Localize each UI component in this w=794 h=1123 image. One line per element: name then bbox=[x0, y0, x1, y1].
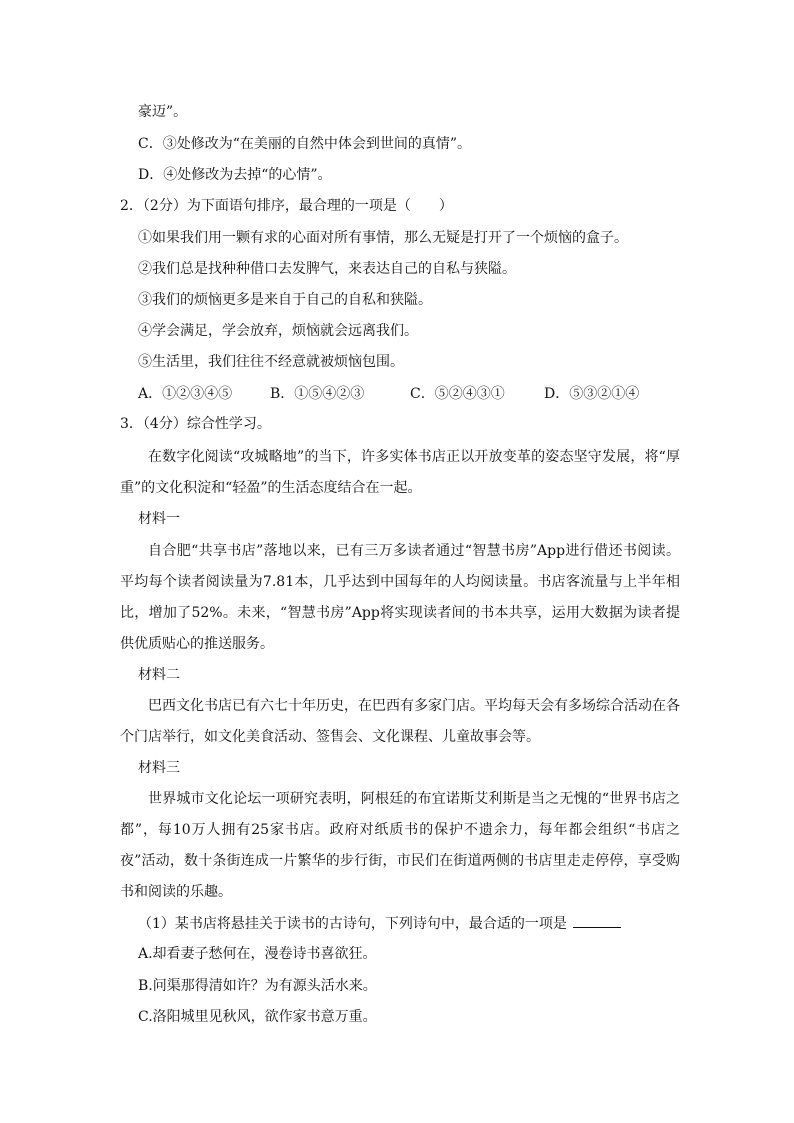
q2-option-a[interactable]: A．①②③④⑤ bbox=[138, 386, 233, 402]
q2-option-d[interactable]: D．⑤③②①④ bbox=[544, 386, 640, 402]
material-1-text: 自合肥“共享书店”落地以来，已有三万多读者通过“智慧书房”App进行借还书阅读。平均每个读者阅读量为7.81本，几乎达到中国每年的人均阅读量。书店客流量与上半年相比，增加了52%。未来，“智慧书房”App将实现读者间的书本共享，运用大数据为读者提供优质贴心的推送服务。 bbox=[120, 543, 680, 652]
q1-option-d: D．④处修改为去掉“的心情”。 bbox=[138, 167, 332, 183]
q3-sub1-stem-text: （1）某书店将悬挂关于读书的古诗句，下列诗句中，最合适的一项是 bbox=[138, 916, 567, 932]
q2-sentence-1: ①如果我们用一颗有求的心面对所有事情，那么无疑是打开了一个烦恼的盒子。 bbox=[138, 230, 628, 246]
material-1-title: 材料一 bbox=[138, 511, 180, 527]
q3-sub1-option-c[interactable]: C.洛阳城里见秋风，欲作家书意万重。 bbox=[138, 1009, 377, 1025]
q2-option-b[interactable]: B．①⑤④②③ bbox=[270, 386, 365, 402]
q3-stem: 3．（4分）综合性学习。 bbox=[120, 416, 271, 432]
q2-stem: 2．（2分）为下面语句排序，最合理的一项是（ ） bbox=[120, 198, 453, 214]
q2-option-c[interactable]: C．⑤②④③① bbox=[410, 386, 505, 402]
material-3-text: 世界城市文化论坛一项研究表明，阿根廷的布宜诺斯艾利斯是当之无愧的“世界书店之都”，每10万人拥有25家书店。政府对纸质书的保护不遗余力，每年都会组织“书店之夜”活动，数十条街连成一片繁华的步行街，市民们在街道两侧的书店里走走停停，享受购书和阅读的乐趣。 bbox=[120, 791, 680, 900]
material-3-title: 材料三 bbox=[138, 760, 180, 776]
q3-intro: 在数字化阅读“攻城略地”的当下，许多实体书店正以开放变革的姿态坚守发展，将“厚重”的文化积淀和“轻盈”的生活态度结合在一起。 bbox=[120, 449, 680, 496]
q1-option-c: C．③处修改为“在美丽的自然中体会到世间的真情”。 bbox=[138, 136, 472, 152]
q2-sentence-2: ②我们总是找种种借口去发脾气，来表达自己的自私与狭隘。 bbox=[138, 261, 516, 277]
answer-blank[interactable] bbox=[573, 913, 621, 928]
material-2-title: 材料二 bbox=[138, 667, 180, 683]
q3-sub1-option-b[interactable]: B.问渠那得清如许？为有源头活水来。 bbox=[138, 978, 377, 994]
q3-sub1-option-a[interactable]: A.却看妻子愁何在，漫卷诗书喜欲狂。 bbox=[138, 946, 377, 962]
q2-sentence-4: ④学会满足，学会放弃，烦恼就会远离我们。 bbox=[138, 323, 418, 339]
q2-sentence-5: ⑤生活里，我们往往不经意就被烦恼包围。 bbox=[138, 354, 404, 370]
q2-sentence-3: ③我们的烦恼更多是来自于自己的自私和狭隘。 bbox=[138, 292, 432, 308]
material-2-text: 巴西文化书店已有六七十年历史，在巴西有多家门店。平均每天会有多场综合活动在各个门店举行，如文化美食活动、签售会、文化课程、儿童故事会等。 bbox=[120, 698, 680, 745]
q1-option-b-tail: 豪迈”。 bbox=[138, 104, 188, 120]
q3-sub1-stem bbox=[138, 913, 621, 933]
